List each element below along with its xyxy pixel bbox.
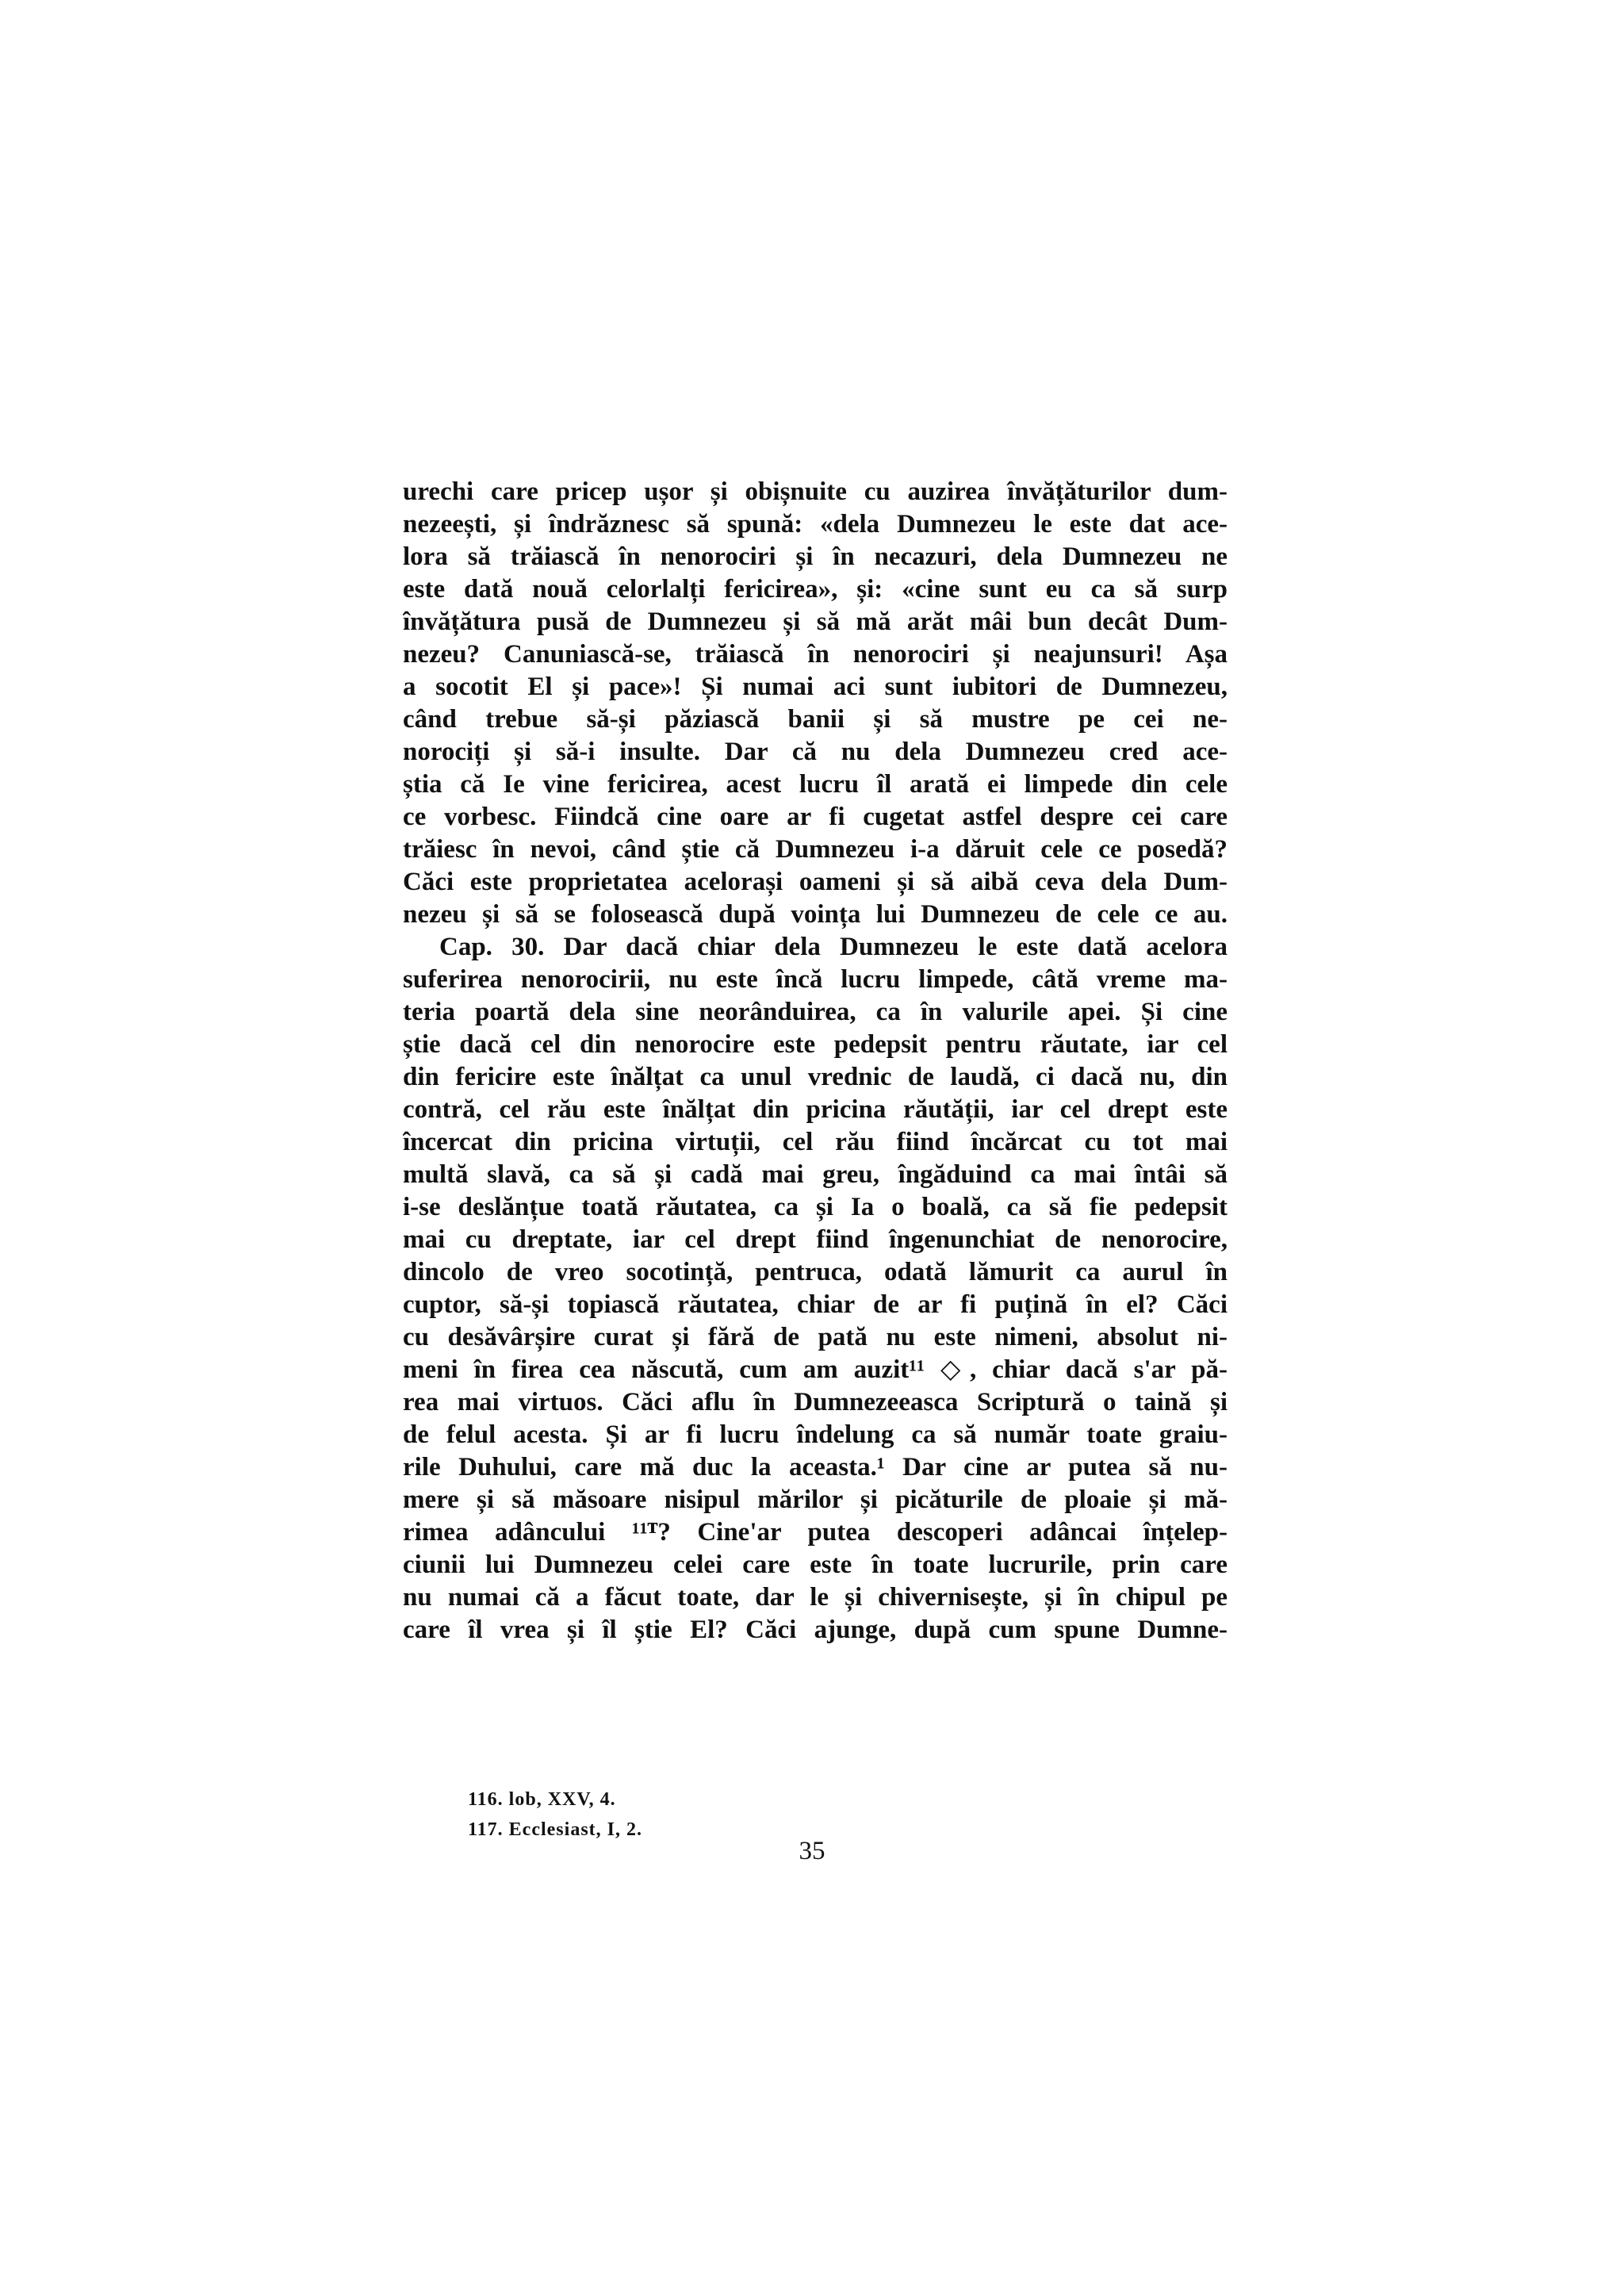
text-line: mere și să măsoare nisipul mărilor și picăturile de ploaie și mă- [403,1485,1228,1514]
text-line: a socotit El și pace»! Și numai aci sunt iubitori de Dumnezeu, [403,673,1228,701]
footnote: 116. lob, XXV, 4. [468,1789,616,1810]
text-line: multă slavă, ca să și cadă mai greu, îngăduind ca mai întâi să [403,1160,1228,1189]
text-line: de felul acesta. Și ar fi lucru îndelung ca să număr toate graiu- [403,1420,1228,1449]
text-line: suferirea nenorocirii, nu este încă lucru limpede, câtă vreme ma- [403,965,1228,994]
text-line: încercat din pricina virtuții, cel rău fiind încărcat cu tot mai [403,1128,1228,1156]
body-text [403,476,1228,1646]
text-line: teria poartă dela sine neorânduirea, ca în valurile apei. Și cine [403,998,1228,1026]
footnote: 117. Ecclesiast, I, 2. [468,1819,642,1840]
text-line: nezeu? Canuniască-se, trăiască în nenorociri și neajunsuri! Așa [403,640,1228,669]
text-line: ciunii lui Dumnezeu celei care este în toate lucrurile, prin care [403,1550,1228,1579]
text-line: când trebue să-și păziască banii și să mustre pe cei ne- [403,705,1228,734]
text-line: nezeu și să se folosească după voința lui Dumnezeu de cele ce au. [403,900,1228,929]
chapter-start-line: Cap. 30. Dar dacă chiar dela Dumnezeu le este dată acelora [439,933,1228,961]
text-line: nu numai că a făcut toate, dar le și chivernisește, și în chipul pe [403,1583,1228,1612]
text-line: cu desăvârșire curat și fără de pată nu este nimeni, absolut ni- [403,1323,1228,1351]
text-line: lora să trăiască în nenorociri și în necazuri, dela Dumnezeu ne [403,542,1228,571]
text-line: contră, cel rău este înălțat din pricina răutății, iar cel drept este [403,1095,1228,1124]
text-line: mai cu dreptate, iar cel drept fiind îngenunchiat de nenorocire, [403,1225,1228,1254]
text-line: meni în firea cea născută, cum am auzit¹¹ ◇, chiar dacă s'ar pă- [403,1355,1228,1384]
text-line: care îl vrea și îl știe El? Căci ajunge, după cum spune Dumne- [403,1616,1228,1644]
text-line: ce vorbesc. Fiindcă cine oare ar fi cugetat astfel despre cei care [403,803,1228,831]
text-line: norociți și să-i insulte. Dar că nu dela Dumnezeu cred ace- [403,738,1228,766]
text-line: este dată nouă celorlalți fericirea», și: «cine sunt eu ca să surp [403,575,1228,604]
text-line: rimea adâncului ¹¹ᵀ? Cine'ar putea descoperi adâncai înțelep- [403,1518,1228,1547]
page-number: 35 [799,1837,825,1865]
text-line: trăiesc în nevoi, când știe că Dumnezeu i-a dăruit cele ce posedă? [403,835,1228,864]
text-line: știa că Ie vine fericirea, acest lucru îl arată ei limpede din cele [403,770,1228,799]
text-line: rile Duhului, care mă duc la aceasta.¹ Dar cine ar putea să nu- [403,1453,1228,1481]
text-line: dincolo de vreo socotință, pentruca, odată lămurit ca aurul în [403,1258,1228,1286]
text-line: nezeești, și îndrăznesc să spună: «dela Dumnezeu le este dat ace- [403,510,1228,539]
text-line: urechi care pricep ușor și obișnuite cu auzirea învățăturilor dum- [403,477,1228,506]
text-line: învățătura pusă de Dumnezeu și să mă arăt mâi bun decât Dum- [403,608,1228,636]
text-line: i-se deslănțue toată răutatea, ca și Ia o boală, ca să fie pedepsit [403,1193,1228,1221]
text-line: din fericire este înălțat ca unul vrednic de laudă, ci dacă nu, din [403,1063,1228,1091]
text-line: rea mai virtuos. Căci aflu în Dumnezeeasca Scriptură o taină și [403,1388,1228,1416]
text-line: Căci este proprietatea acelorași oameni și să aibă ceva dela Dum- [403,868,1228,896]
text-line: știe dacă cel din nenorocire este pedepsit pentru răutate, iar cel [403,1030,1228,1059]
text-line: cuptor, să-și topiască răutatea, chiar de ar fi puțină în el? Căci [403,1290,1228,1319]
